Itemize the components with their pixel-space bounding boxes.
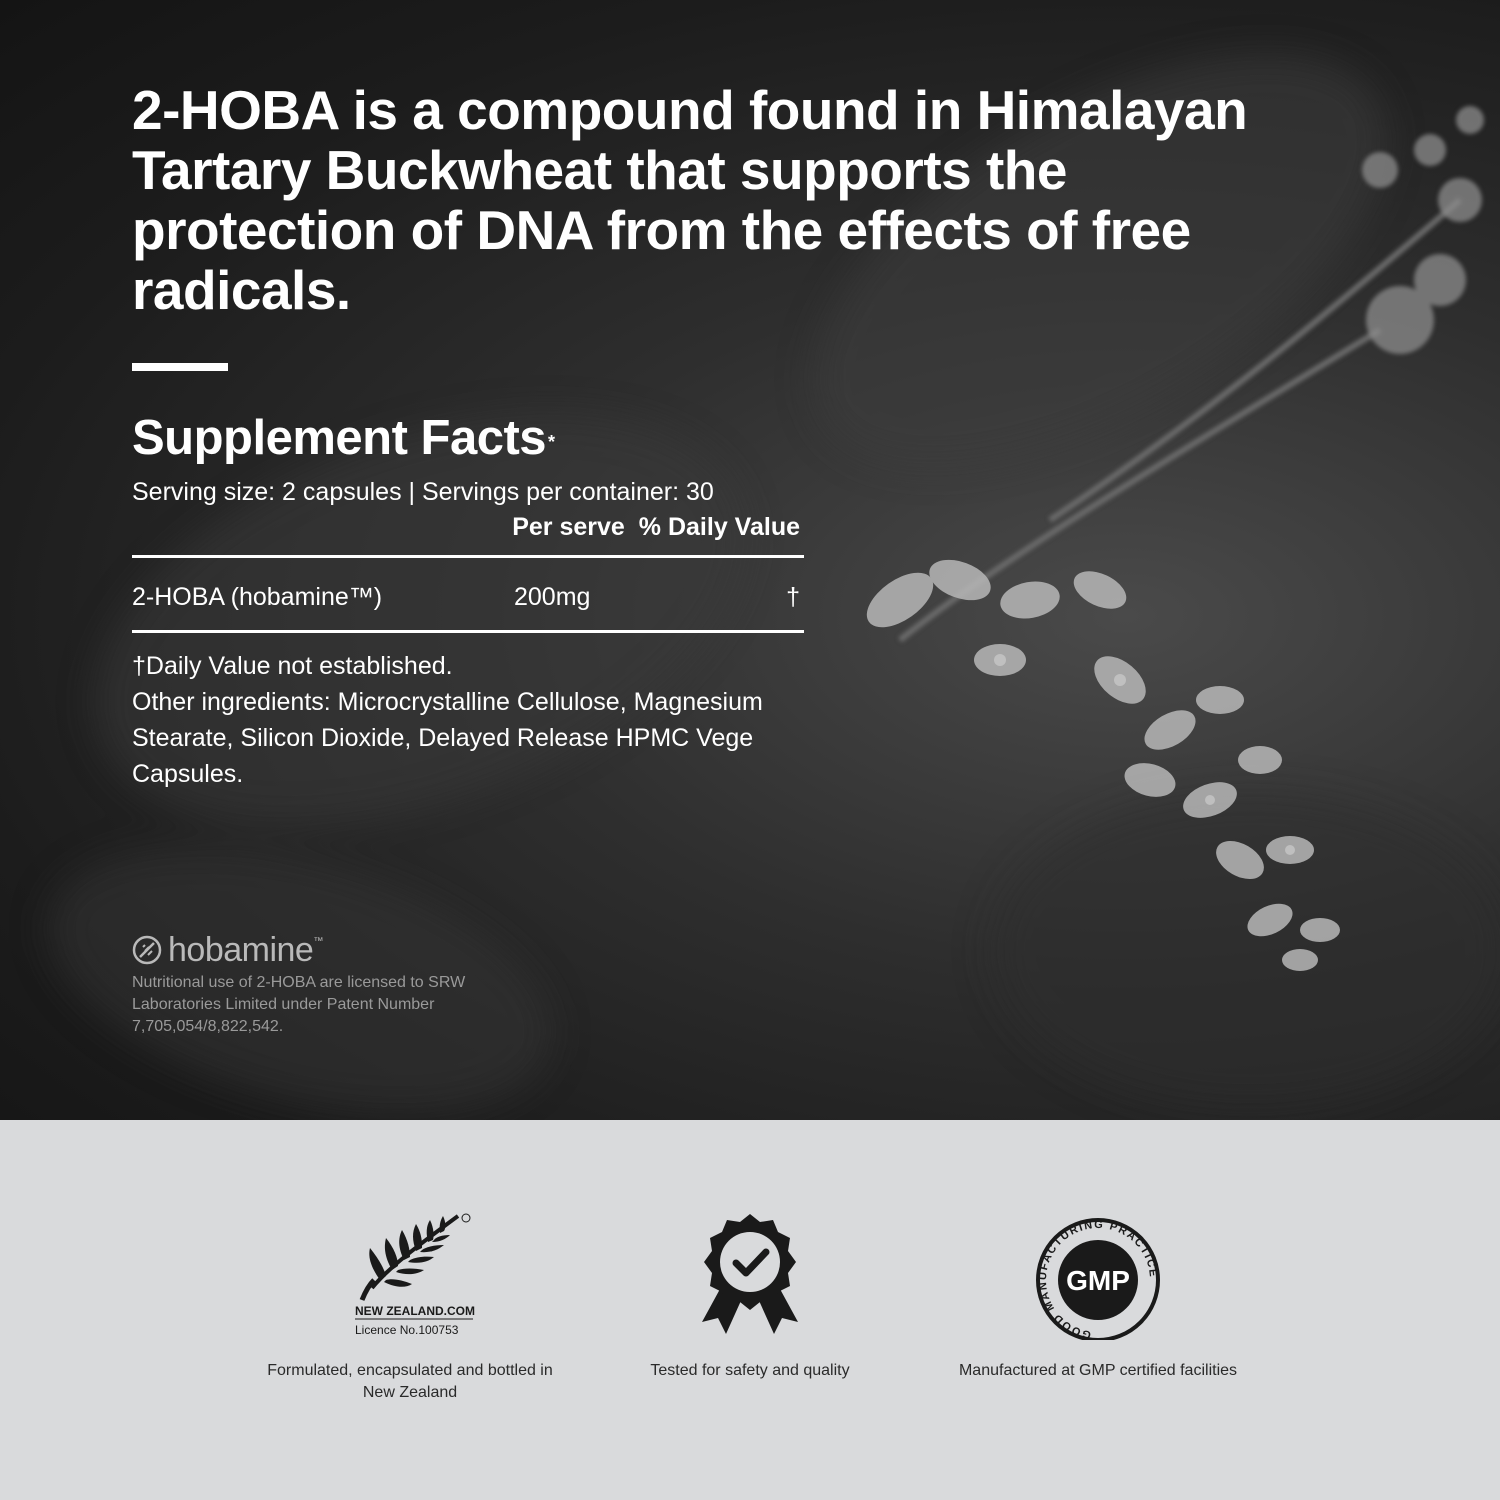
- hobamine-trademark: ™: [313, 936, 324, 947]
- ingredient-name: 2-HOBA (hobamine™): [132, 583, 383, 611]
- license-text: Nutritional use of 2-HOBA are licensed to SRW Laboratories Limited under Patent Number 7,705,054/8,822,542.: [132, 974, 466, 1035]
- hobamine-wordmark: hobamine: [168, 930, 314, 969]
- award-ribbon-check-icon: [680, 1210, 820, 1340]
- gmp-seal-center: GMP: [1066, 1265, 1130, 1296]
- facts-top-rule: [132, 555, 804, 558]
- supplement-facts-title-mark: *: [548, 432, 555, 452]
- facts-notes: [132, 648, 832, 792]
- other-ingredients: Other ingredients: Microcrystalline Cellulose, Magnesium Stearate, Silicon Dioxide, Delayed Release HPMC Vege Capsules.: [132, 688, 763, 788]
- hobamine-leaf-icon: [132, 935, 162, 965]
- badge-caption-tested: Tested for safety and quality: [650, 1362, 850, 1379]
- ingredient-amount: 200mg: [514, 583, 591, 611]
- nz-logo-line1: NEW ZEALAND.COM: [355, 1304, 475, 1318]
- gmp-seal-ring-text: GOOD MANUFACTURING PRACTICE: [1036, 1218, 1160, 1340]
- facts-column-headers: [132, 511, 800, 543]
- facts-table-row: [132, 578, 804, 618]
- serving-info: Serving size: 2 capsules | Servings per container: 30: [132, 478, 714, 506]
- supplement-facts-title: [132, 408, 555, 468]
- nz-logo-line2: Licence No.100753: [355, 1323, 459, 1337]
- badge-gmp: [948, 1210, 1248, 1382]
- facts-bottom-rule: [132, 630, 804, 633]
- badge-tested: [600, 1210, 900, 1382]
- divider-bar: [132, 363, 228, 371]
- badge-new-zealand: [260, 1210, 560, 1404]
- daily-value-note: †Daily Value not established.: [132, 652, 453, 680]
- badge-caption-new-zealand: Formulated, encapsulated and bottled in New Zealand: [267, 1362, 553, 1401]
- daily-value-header: % Daily Value: [638, 513, 800, 541]
- badge-caption-gmp: Manufactured at GMP certified facilities: [958, 1362, 1238, 1379]
- ingredient-daily-value: †: [786, 583, 800, 611]
- headline: 2-HOBA is a compound found in Himalayan Tartary Buckwheat that supports the protection of DNA from the effects of free radicals.: [132, 79, 1248, 321]
- per-serve-header: Per serve: [512, 513, 625, 541]
- gmp-seal-icon: [1028, 1210, 1168, 1340]
- new-zealand-fern-icon: [340, 1210, 480, 1340]
- supplement-facts-title-text: Supplement Facts: [132, 411, 547, 465]
- hobamine-logo: [132, 930, 323, 970]
- badges-band: [0, 1120, 1500, 1500]
